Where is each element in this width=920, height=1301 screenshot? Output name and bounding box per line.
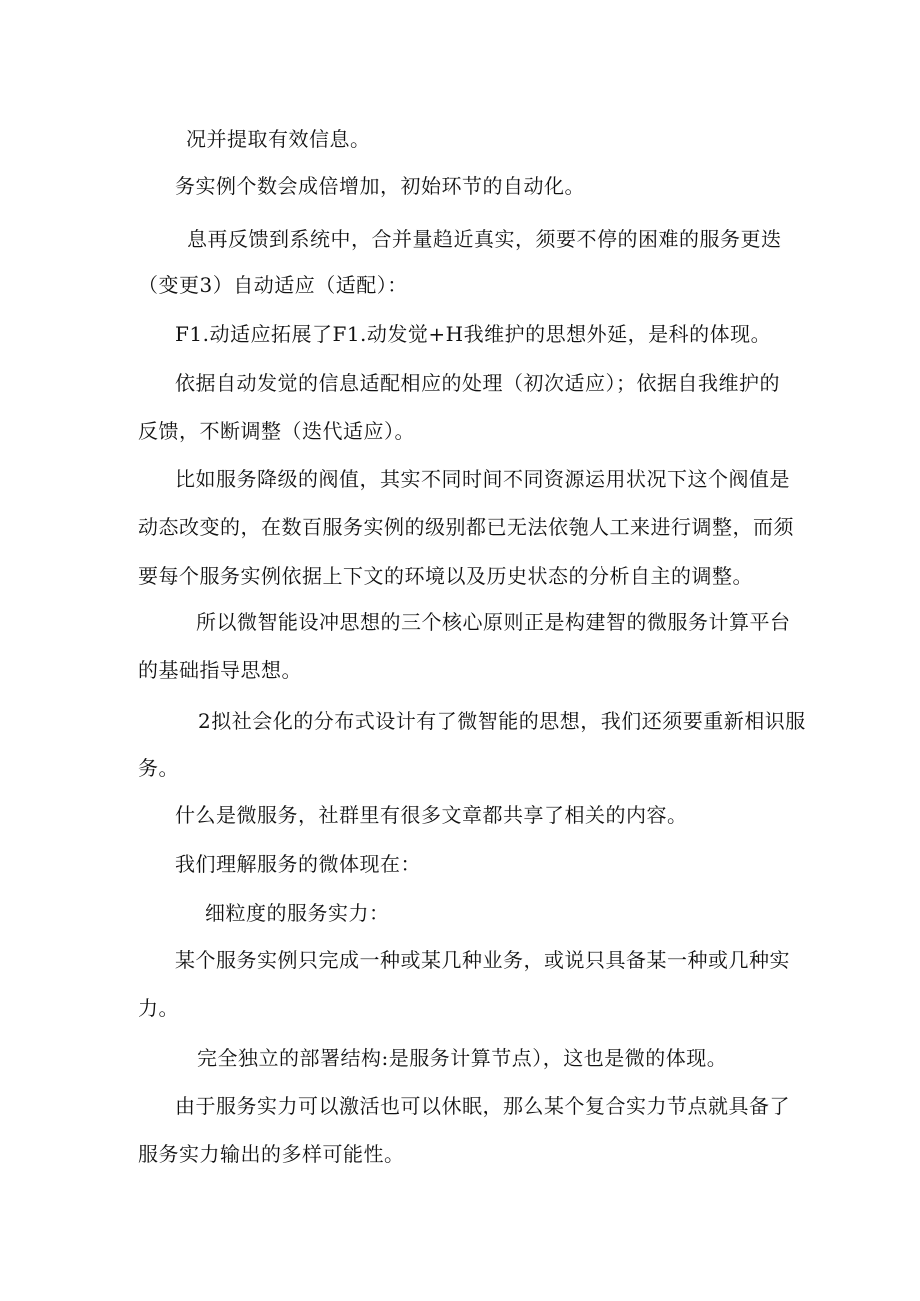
text-line: 息再反馈到系统中，合并量趋近真实，须要不停的困难的服务更迭 bbox=[187, 227, 782, 251]
text-line: 什么是微服务，社群里有很多文章都共享了相关的内容。 bbox=[175, 803, 688, 827]
text-line: 细粒度的服务实力： bbox=[205, 901, 390, 925]
text-line: 动态改变的，在数百服务实例的级别都已无法依匏人工来进行调整，而须 bbox=[138, 515, 794, 539]
text-line: 完全独立的部署结构:是服务计算节点），这也是微的体现。 bbox=[197, 1046, 728, 1070]
text-line: 依据自动发觉的信息适配相应的处理（初次适应）；依据自我维护的 bbox=[175, 371, 780, 395]
text-line: 反馈，不断调整（迭代适应）。 bbox=[138, 419, 415, 443]
text-line: 力。 bbox=[138, 996, 179, 1020]
text-line: （变更3）自动适应（适配）： bbox=[138, 273, 408, 297]
text-line: 况并提取有效信息。 bbox=[186, 127, 371, 151]
text-line: 我们理解服务的微体现在： bbox=[175, 852, 421, 876]
text-line: 要每个服务实例依据上下文的环境以及历史状态的分析自主的调整。 bbox=[138, 564, 753, 588]
text-line: 务。 bbox=[138, 756, 179, 780]
text-line: 由于服务实力可以激活也可以休眠，那么某个复合实力节点就具备了 bbox=[175, 1094, 790, 1118]
text-line: 比如服务降级的阀值，其实不同时间不同资源运用状况下这个阀值是 bbox=[175, 467, 790, 491]
text-line: 服务实力输出的多样可能性。 bbox=[138, 1142, 405, 1166]
text-line: 2拟社会化的分布式设计有了微智能的思想，我们还须要重新相识服 bbox=[198, 709, 806, 733]
text-line: 的基础指导思想。 bbox=[138, 658, 302, 682]
text-line: 所以微智能设冲思想的三个核心原则正是构建智的微服务计算平台 bbox=[196, 610, 791, 634]
text-line: F1.动适应拓展了F1.动发觉+H我维护的思想外延，是科的体现。 bbox=[175, 322, 772, 346]
text-line: 某个服务实例只完成一种或某几种业务，或说只具备某一种或几种实 bbox=[175, 948, 790, 972]
text-line: 务实例个数会成倍增加，初始环节的自动化。 bbox=[175, 174, 585, 198]
